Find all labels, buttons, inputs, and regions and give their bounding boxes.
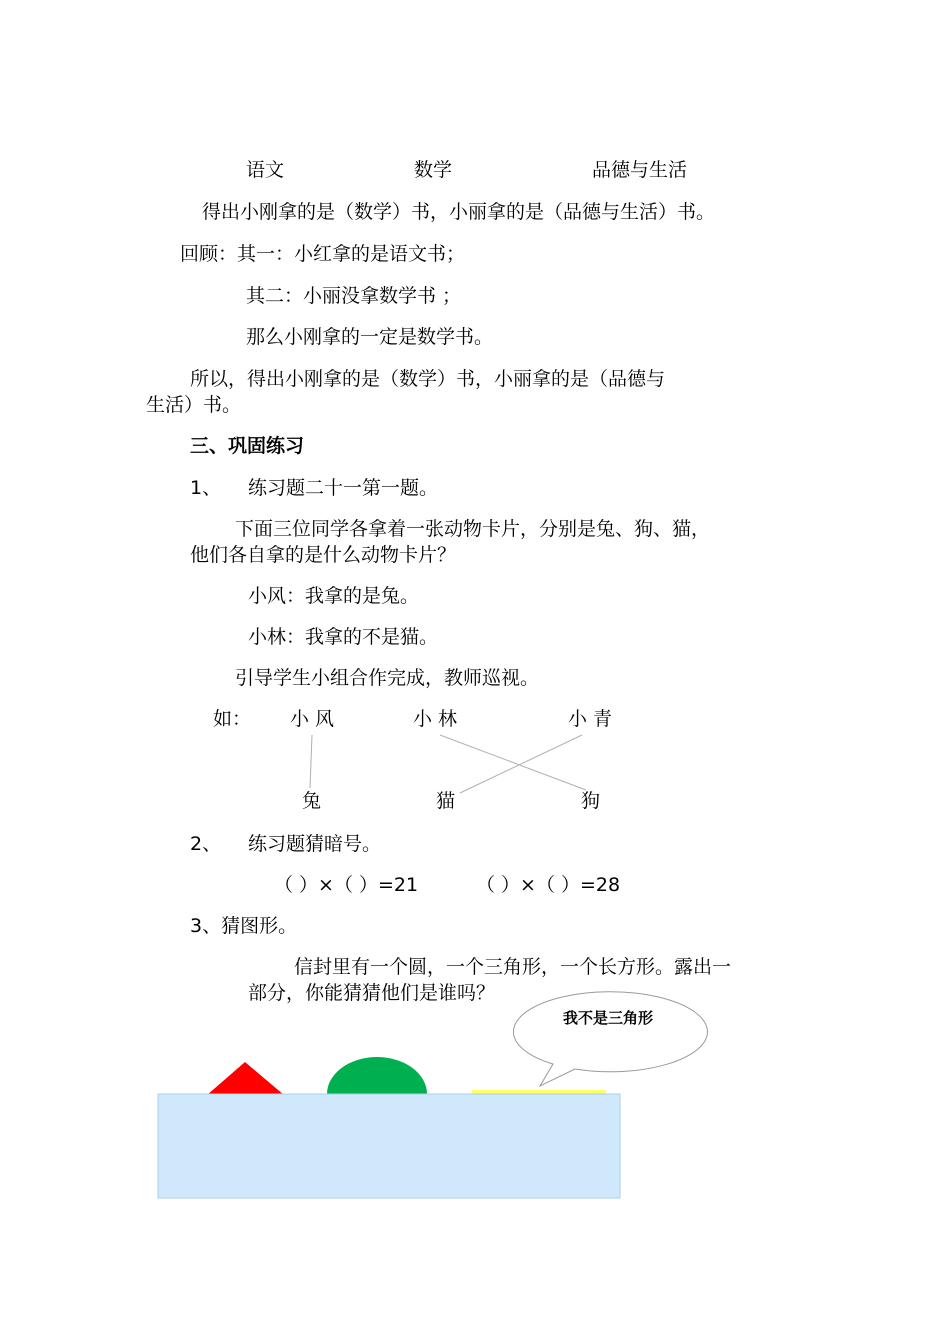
- animal-dog: 狗: [581, 790, 601, 812]
- match-line-xiaofeng-rabbit: [310, 735, 312, 788]
- equation-21: （ ）×（ ）=21: [274, 874, 419, 896]
- ex1-clue-1: 小风：我拿的是兔。: [248, 585, 420, 607]
- subject-chinese: 语文: [246, 159, 285, 181]
- review-line-3: 那么小刚拿的一定是数学书。: [246, 326, 494, 348]
- envelope: [158, 1094, 620, 1198]
- ex1-clue-2: 小林：我拿的不是猫。: [248, 626, 439, 648]
- ex3-desc-2: 部分，你能猜猜他们是谁吗？: [248, 982, 496, 1004]
- person-xiaoqing: 小 青: [568, 708, 613, 730]
- speech-bubble-text: 我不是三角形: [563, 1009, 654, 1027]
- triangle-shape: [207, 1062, 284, 1095]
- animal-cat: 猫: [436, 790, 456, 812]
- conclusion-line-1: 所以，得出小刚拿的是（数学）书，小丽拿的是（品德与: [190, 368, 666, 390]
- ex2-title: 练习题猜暗号。: [248, 833, 382, 855]
- ex1-title: 练习题二十一第一题。: [248, 477, 439, 499]
- result-paragraph: 得出小刚拿的是（数学）书，小丽拿的是（品德与生活）书。: [202, 201, 716, 223]
- match-line-xiaoqing-cat: [460, 735, 582, 793]
- ex1-desc-1: 下面三位同学各拿着一张动物卡片，分别是兔、狗、猫，: [235, 518, 711, 540]
- subject-math: 数学: [414, 159, 453, 181]
- ex3-title: 3、猜图形。: [190, 915, 298, 937]
- person-xiaofeng: 小 风: [290, 708, 335, 730]
- subject-morality: 品德与生活: [592, 159, 688, 181]
- review-line-2: 其二：小丽没拿数学书 ；: [246, 285, 462, 307]
- ex1-number: 1、: [190, 477, 222, 499]
- example-label: 如：: [213, 708, 252, 730]
- conclusion-line-2: 生活）书。: [146, 394, 242, 416]
- equation-28: （ ）×（ ）=28: [476, 874, 621, 896]
- section-title: 三、巩固练习: [190, 435, 305, 457]
- ex2-number: 2、: [190, 833, 222, 855]
- review-line-1: 回顾：其一：小红拿的是语文书；: [180, 243, 466, 265]
- speech-bubble: [513, 992, 707, 1086]
- ex3-desc-1: 信封里有一个圆，一个三角形，一个长方形。露出一: [294, 956, 732, 978]
- ex1-guide: 引导学生小组合作完成，教师巡视。: [235, 667, 540, 689]
- person-xiaolin: 小 林: [413, 708, 458, 730]
- ex1-desc-2: 他们各自拿的是什么动物卡片？: [190, 544, 457, 566]
- animal-rabbit: 兔: [302, 790, 322, 812]
